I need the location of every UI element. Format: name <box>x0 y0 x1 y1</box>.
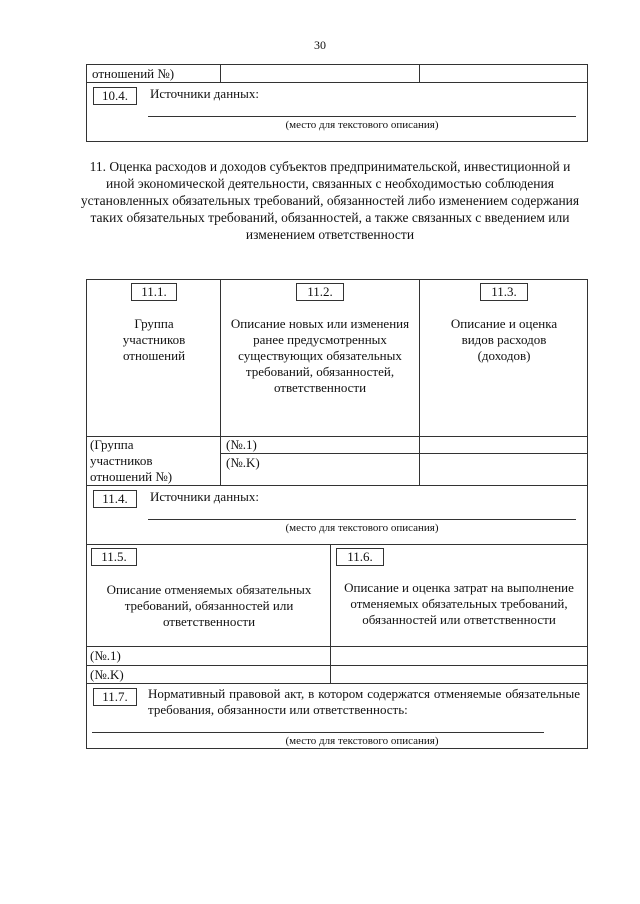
act-text: Нормативный правовой акт, в котором содержатся отменяемые обязательные требования, обязанности или ответственность: <box>148 686 580 717</box>
text-line <box>148 116 576 117</box>
page-number: 30 <box>314 38 326 52</box>
col-header-abolished: Описание отменяемых обязательных требований, обязанностей или ответственности <box>106 582 312 629</box>
row5-nk-cell: (№.K) <box>90 667 124 682</box>
section-title: 11. Оценка расходов и доходов субъектов предпринимательской, инвестиционной и иной экономической деятельности, связанных с необходимостью соблюдения установленных обязательных требований, обязанностей либо изменением содержания таких обязательных требований, обязанностей, а также связанных с введением или изменением ответственности <box>80 159 580 242</box>
sources-hint-11: (место для текстового описания) <box>285 522 439 534</box>
row-group-text: отношений №) <box>92 66 175 81</box>
section-number-11-4: 11.4. <box>93 490 137 508</box>
row-nk-cell: (№.K) <box>226 455 260 470</box>
act-hint: (место для текстового описания) <box>285 735 439 747</box>
col-header-expenses: Описание и оценка видов расходов (доходов) <box>450 316 558 363</box>
col-header-description: Описание новых или изменения ранее предусмотренных существующих обязательных требований, обязанностей, ответственности <box>230 316 410 395</box>
text-hint: (место для текстового описания) <box>285 119 439 131</box>
col-number-11-1: 11.1. <box>131 283 177 301</box>
section-number-11-7: 11.7. <box>93 688 137 706</box>
col-header-costs: Описание и оценка затрат на выполнение отменяемых обязательных требований, обязанностей или ответственности <box>344 580 574 627</box>
col-number-11-3: 11.3. <box>480 283 528 301</box>
row5-n1-cell: (№.1) <box>90 648 121 663</box>
row-group-cell: (Группа участников отношений №) <box>90 437 173 484</box>
sources-label: Источники данных: <box>150 86 259 101</box>
section-number-10-4: 10.4. <box>93 87 137 105</box>
sources-label-11: Источники данных: <box>150 489 259 504</box>
col-number-11-6: 11.6. <box>336 548 384 566</box>
col-header-group: Группа участников отношений <box>122 316 186 363</box>
col-number-11-5: 11.5. <box>91 548 137 566</box>
row-n1-cell: (№.1) <box>226 437 257 452</box>
col-number-11-2: 11.2. <box>296 283 344 301</box>
